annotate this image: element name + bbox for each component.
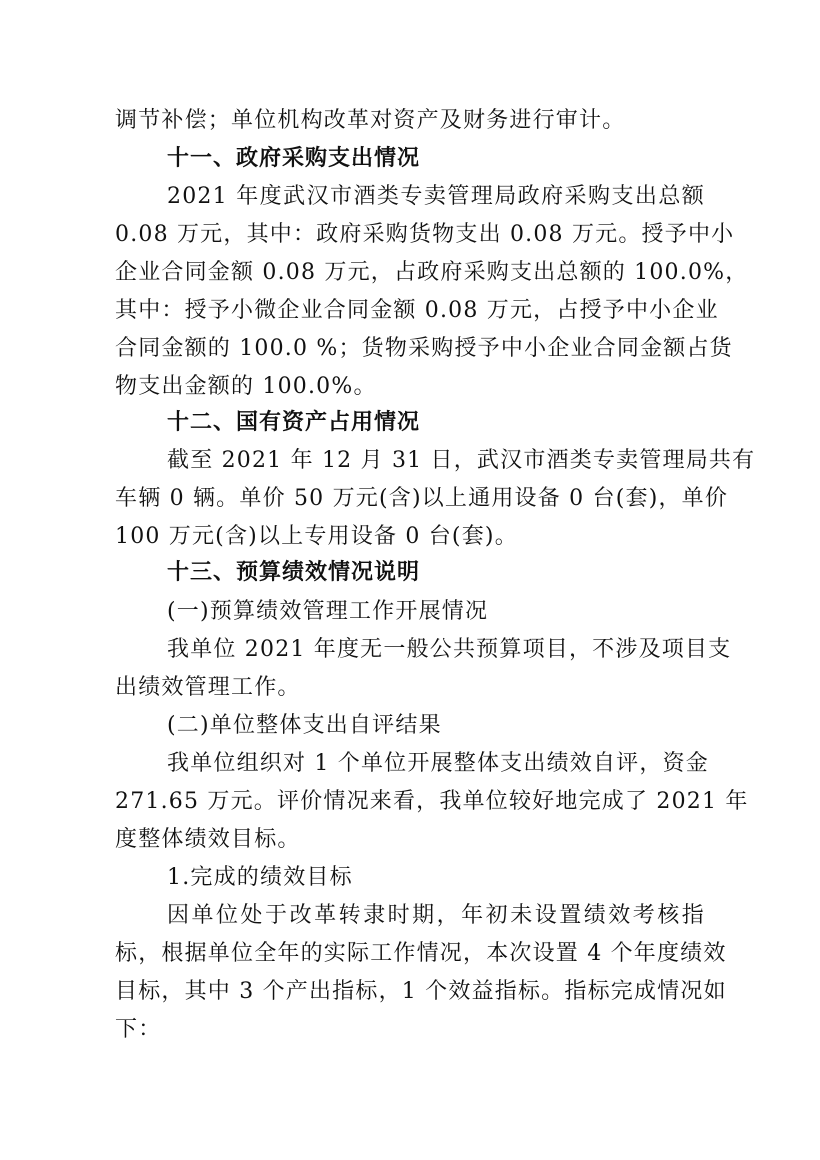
text-line: 因单位处于改革转隶时期，年初未设置绩效考核指 (167, 903, 705, 928)
text-line: 271.65 万元。评价情况来看，我单位较好地完成了 2021 年 (115, 789, 749, 814)
text-line: 车辆 0 辆。单价 50 万元(含)以上通用设备 0 台(套)，单价 (115, 486, 729, 511)
text-line: 0.08 万元，其中：政府采购货物支出 0.08 万元。授予中小 (115, 222, 735, 247)
text-line: 目标，其中 3 个产出指标，1 个效益指标。指标完成情况如 (115, 979, 727, 1004)
text-line: 其中：授予小微企业合同金额 0.08 万元，占授予中小企业 (115, 298, 719, 323)
text-line: 调节补偿；单位机构改革对资产及财务进行审计。 (115, 108, 626, 133)
text-line: 标，根据单位全年的实际工作情况，本次设置 4 个年度绩效 (115, 941, 727, 966)
section-heading-state-assets: 十二、国有资产占用情况 (167, 410, 421, 435)
section-heading-budget-performance: 十三、预算绩效情况说明 (167, 560, 421, 585)
text-line: 合同金额的 100.0 %；货物采购授予中小企业合同金额占货 (115, 336, 733, 361)
text-line: 截至 2021 年 12 月 31 日，武汉市酒类专卖管理局共有 (167, 448, 756, 473)
text-line: 2021 年度武汉市酒类专卖管理局政府采购支出总额 (167, 184, 705, 209)
text-line: 物支出金额的 100.0%。 (115, 374, 377, 399)
text-line: 下： (115, 1017, 162, 1042)
text-line: 我单位组织对 1 个单位开展整体支出绩效自评，资金 (167, 751, 709, 776)
text-line: 我单位 2021 年度无一般公共预算项目，不涉及项目支 (167, 637, 732, 662)
text-line: 企业合同金额 0.08 万元，占政府采购支出总额的 100.0%， (115, 260, 749, 285)
text-line: 100 万元(含)以上专用设备 0 台(套)。 (115, 524, 518, 549)
subsection-heading: 1.完成的绩效目标 (167, 865, 353, 890)
section-heading-government-procurement: 十一、政府采购支出情况 (167, 146, 421, 171)
text-line: 度整体绩效目标。 (115, 827, 301, 852)
subsection-heading: (一)预算绩效管理工作开展情况 (167, 599, 489, 624)
subsection-heading: (二)单位整体支出自评结果 (167, 713, 442, 738)
text-line: 出绩效管理工作。 (115, 675, 301, 700)
